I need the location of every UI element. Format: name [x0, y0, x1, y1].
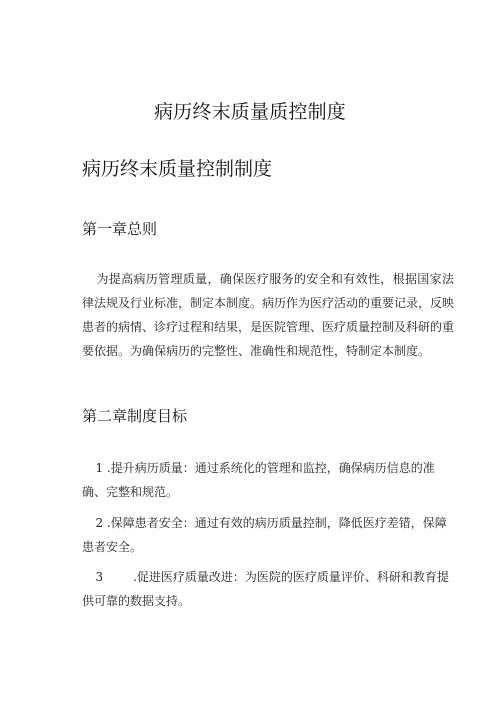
chapter-2-heading: 第二章制度目标: [82, 407, 188, 425]
goal-item-1-text: .提升病历质量：通过系统化的管理和监控，确保病历信息的准确、完整和规范。: [82, 461, 435, 499]
chapter-1-paragraph: [82, 267, 454, 363]
document-subtitle: 病历终末质量控制制度: [82, 158, 273, 180]
goal-item-1: [82, 456, 454, 504]
goal-item-3: [82, 565, 454, 613]
chapter-1-paragraph-text: 为提高病历管理质量，确保医疗服务的安全和有效性，根据国家法律法规及行业标准，制定本制度。病历作为医疗活动的重要记录，反映患者的病情、诊疗过程和结果，是医院管理、医疗质量控制及科研的重要依据。为确保病历的完整性、准确性和规范性，特制定本制度。: [82, 272, 455, 358]
goal-item-2: [82, 511, 454, 559]
goal-item-3-number: 3: [95, 570, 104, 584]
goal-item-2-number: 2: [95, 516, 104, 530]
goal-item-1-number: 1: [95, 461, 104, 475]
document-title: 病历终末质量质控制度: [153, 101, 346, 123]
goal-item-3-text: .促进医疗质量改进：为医院的医疗质量评价、科研和教育提供可靠的数据支持。: [82, 570, 449, 608]
chapter-1-heading: 第一章总则: [82, 220, 158, 238]
goal-item-2-text: .保障患者安全：通过有效的病历质量控制，降低医疗差错，保障患者安全。: [82, 516, 447, 554]
